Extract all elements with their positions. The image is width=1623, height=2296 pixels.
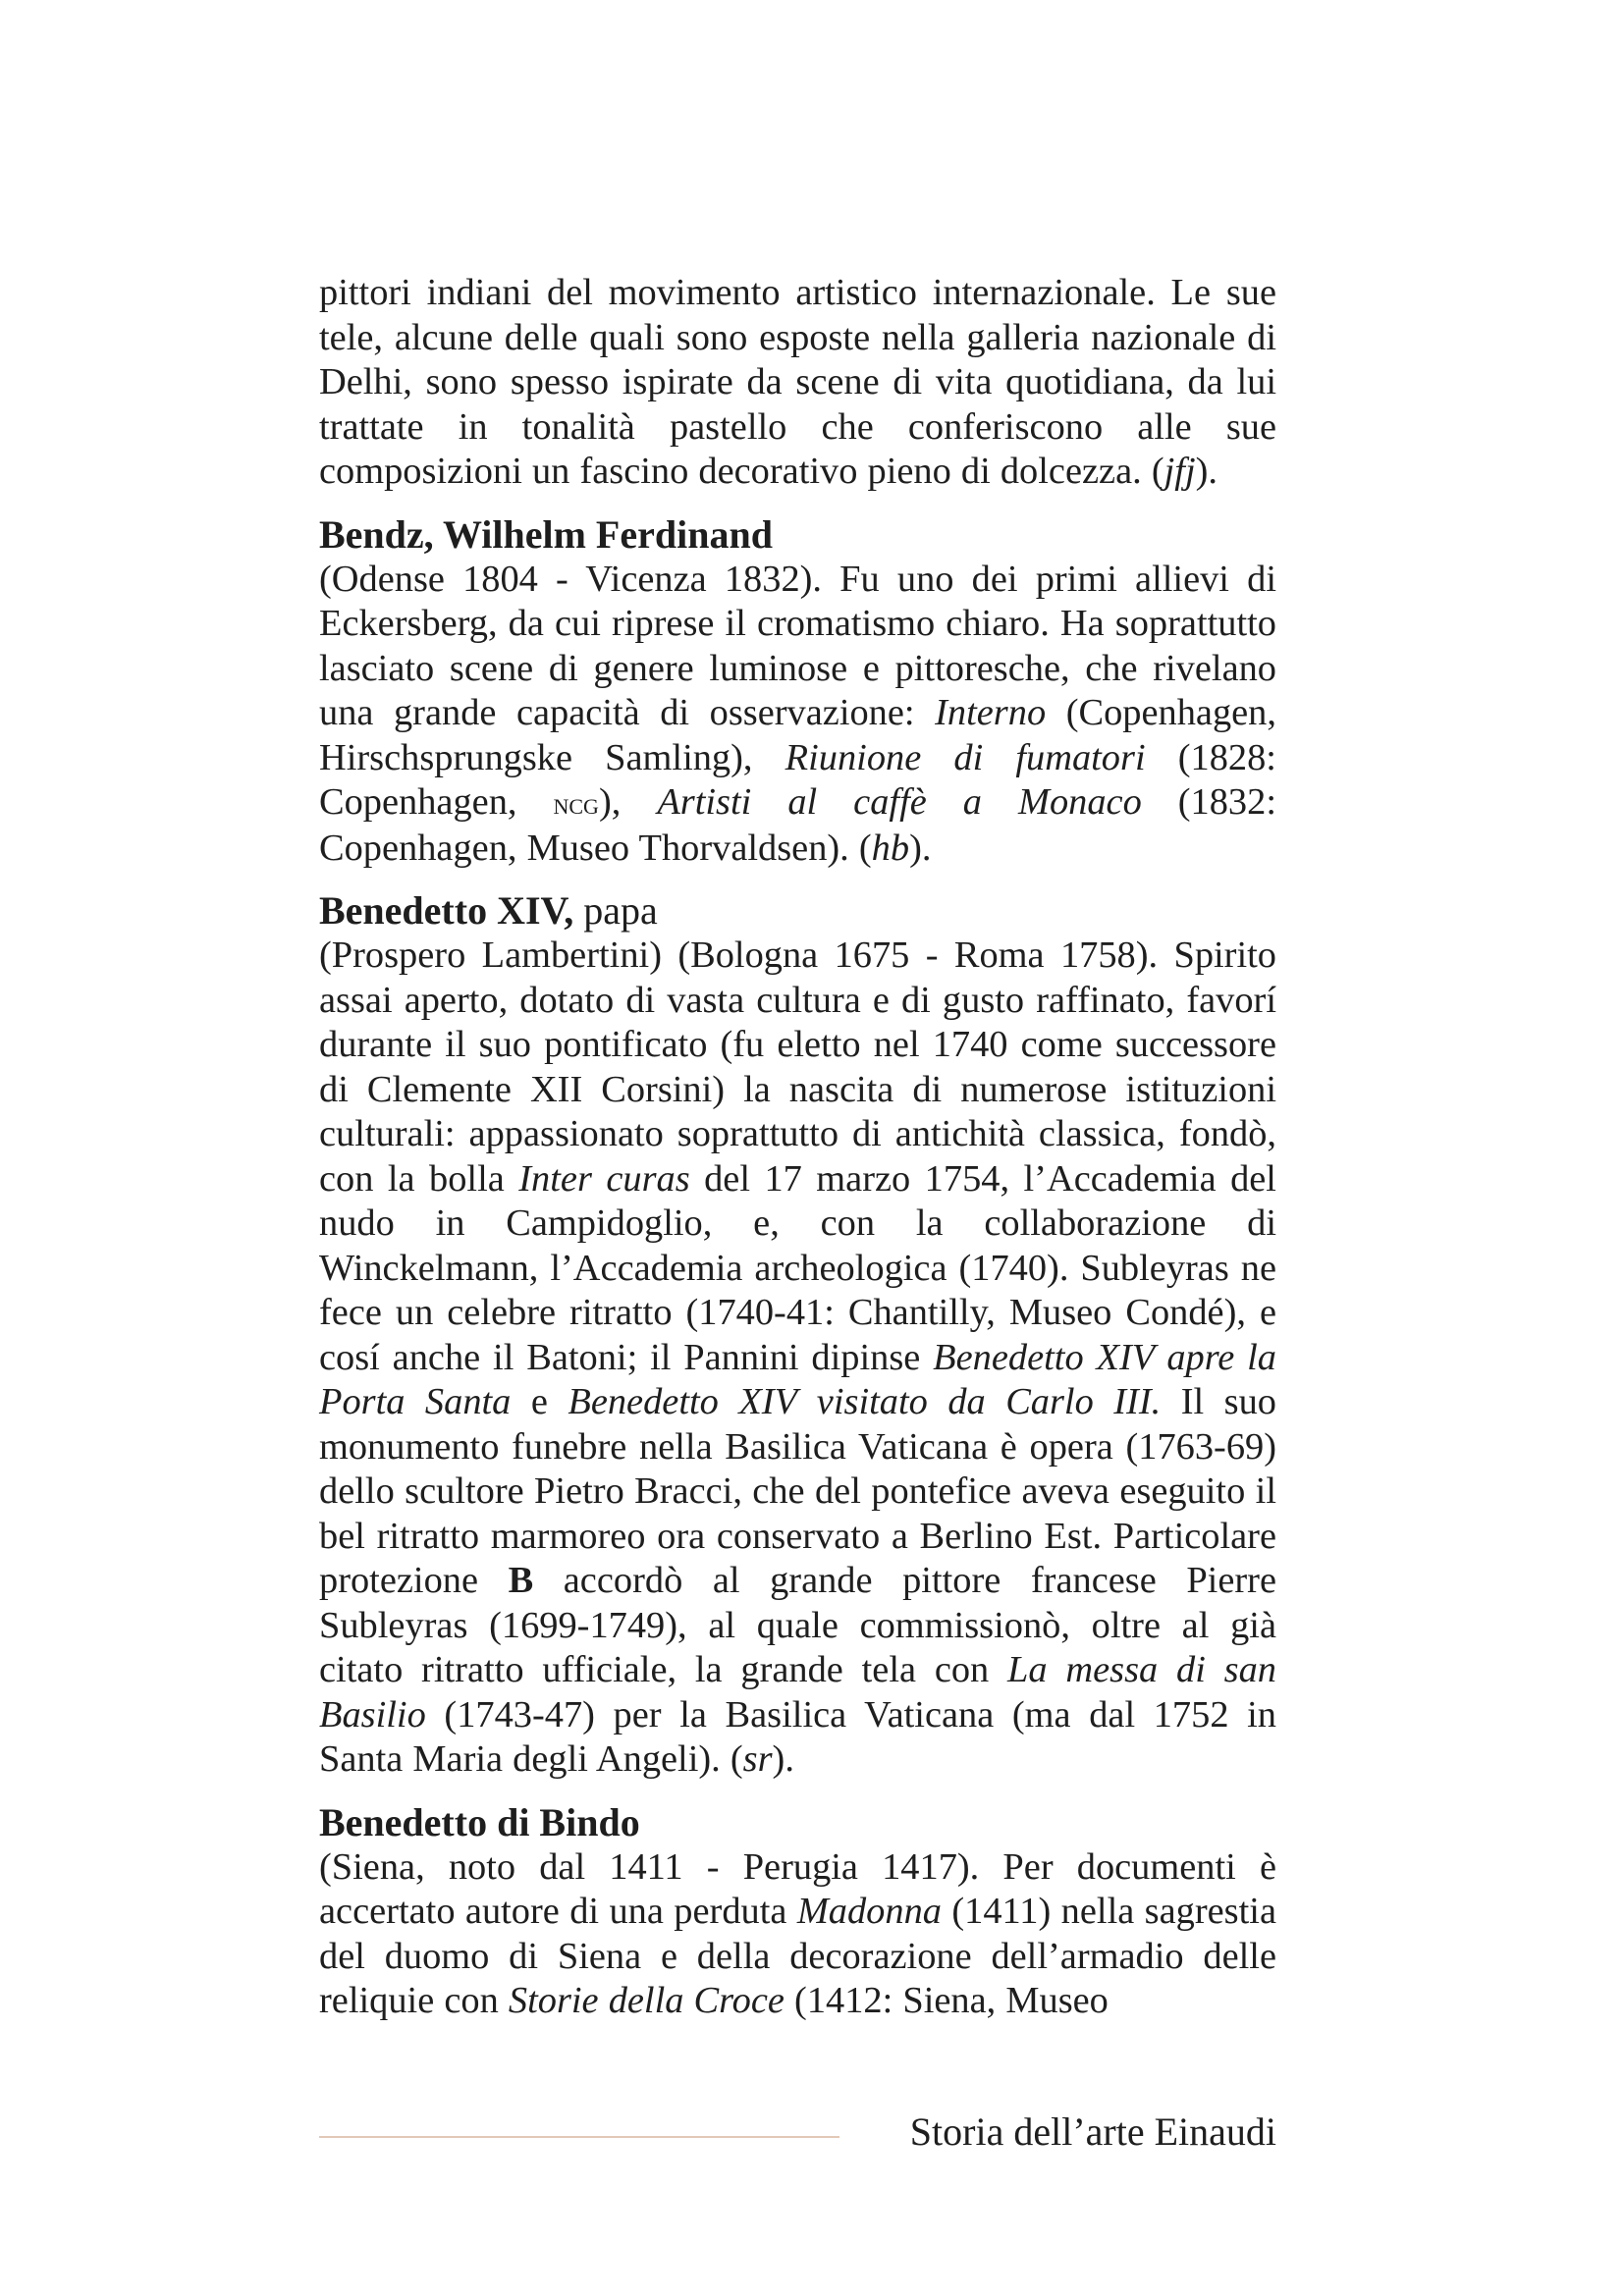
spacer — [319, 871, 1276, 888]
spacer — [319, 1783, 1276, 1800]
entry-title-benedetto-xiv — [319, 888, 1276, 934]
text-run: Il suo monumento funebre nella Basilica Vaticana è opera (1763-69) dello scultore Pietro Bracci, che del pontefice aveva eseguito il bel ritratto marmoreo ora conservato a Berlino Est. Particolare protezione — [319, 1381, 1276, 1601]
text-run: (1412: Siena, Museo — [784, 1980, 1109, 2021]
text-run: e — [511, 1381, 568, 1422]
text-column — [319, 271, 1276, 2024]
author-initials: jfj — [1163, 451, 1196, 492]
author-initials: hb — [871, 827, 910, 869]
text-run: (1832: Copenhagen, Museo Thorvaldsen). ( — [319, 781, 1276, 869]
artwork-title: Interno — [935, 692, 1047, 733]
spacer — [319, 495, 1276, 512]
text-run: accordò al grande pittore francese Pierre Subleyras (1699-1749), al quale commissionò, oltre al già citato ritratto ufficiale, la grande tela con — [319, 1560, 1276, 1690]
artwork-title: Artisti al caffè a Monaco — [657, 781, 1142, 823]
footer-title: Storia dell’arte Einaudi — [909, 2109, 1276, 2154]
entry-body-benedetto-xiv — [319, 934, 1276, 1783]
artwork-title: La messa di san Basilio — [319, 1649, 1276, 1735]
document-title: Inter curas — [518, 1157, 690, 1200]
text-run: ). — [909, 827, 932, 869]
artwork-title: Benedetto XIV visitato da Carlo III. — [568, 1381, 1162, 1422]
entry-title-text: Benedetto XIV, — [319, 888, 574, 933]
text-run: (Siena, noto dal 1411 - Perugia 1417). Per documenti è accertato autore di una perduta — [319, 1845, 1276, 1932]
text-run: ), — [598, 781, 658, 823]
entry-title-bendz: Bendz, Wilhelm Ferdinand — [319, 511, 773, 557]
text-run: (Odense 1804 - Vicenza 1832). Fu uno dei primi allievi di Eckersberg, da cui riprese il cromatismo chiaro. Ha soprattutto lasciato scene di genere luminose e pittoresche, che rivelano una grande capacità di osservazione: — [319, 558, 1276, 733]
entry-body-bendz — [319, 558, 1276, 872]
text-run: (Prospero Lambertini) (Bologna 1675 - Roma 1758). Spirito assai aperto, dotato di vasta cultura e di gusto raffinato, favorí durante il suo pontificato (fu eletto nel 1740 come successore di Clemente XII Corsini) la nascita di numerose istituzioni culturali: appassionato soprattutto di antichità classica, fondò, con la bolla — [319, 934, 1276, 1200]
text-run: (1828: Copenhagen, — [319, 736, 1276, 823]
entry-subtitle: papa — [573, 888, 658, 933]
intro-end: ). — [1195, 451, 1217, 492]
footer-rule — [319, 2136, 839, 2138]
intro-paragraph — [319, 271, 1276, 495]
entry-title-benedetto-di-bindo: Benedetto di Bindo — [319, 1799, 640, 1844]
author-initials: sr — [742, 1738, 773, 1780]
artwork-title: Benedetto XIV apre la Porta Santa — [319, 1336, 1276, 1422]
text-run: (1743-47) per la Basilica Vaticana (ma dal 1752 in Santa Maria degli Angeli). ( — [319, 1693, 1276, 1780]
intro-text: pittori indiani del movimento artistico internazionale. Le sue tele, alcune delle quali sono esposte nella galleria nazionale di Delhi, sono spesso ispirate da scene di vita quotidiana, da lui trattate in tonalità pastello che conferiscono alle sue composizioni un fascino decorativo pieno di dolcezza. ( — [319, 272, 1276, 492]
museum-abbreviation: ncg — [553, 785, 599, 821]
text-run: (1411) nella sagrestia del duomo di Siena e della decorazione dell’armadio delle reliquie con — [319, 1891, 1276, 2021]
text-run: del 17 marzo 1754, l’Accademia del nudo in Campidoglio, e, con la collaborazione di Winckelmann, l’Accademia archeologica (1740). Subleyras ne fece un celebre ritratto (1740-41: Chantilly, Museo Condé), e cosí anche il Batoni; il Pannini dipinse — [319, 1157, 1276, 1378]
artwork-title: Madonna — [796, 1891, 942, 1932]
artwork-title: Storie della Croce — [508, 1980, 784, 2021]
artwork-title: Riunione di fumatori — [784, 736, 1146, 778]
entry-body-benedetto-di-bindo — [319, 1845, 1276, 2024]
text-run: ). — [772, 1738, 794, 1780]
entry-abbreviation: B — [508, 1560, 534, 1601]
text-run: (Copenhagen, Hirschsprungske Samling), — [319, 692, 1276, 778]
